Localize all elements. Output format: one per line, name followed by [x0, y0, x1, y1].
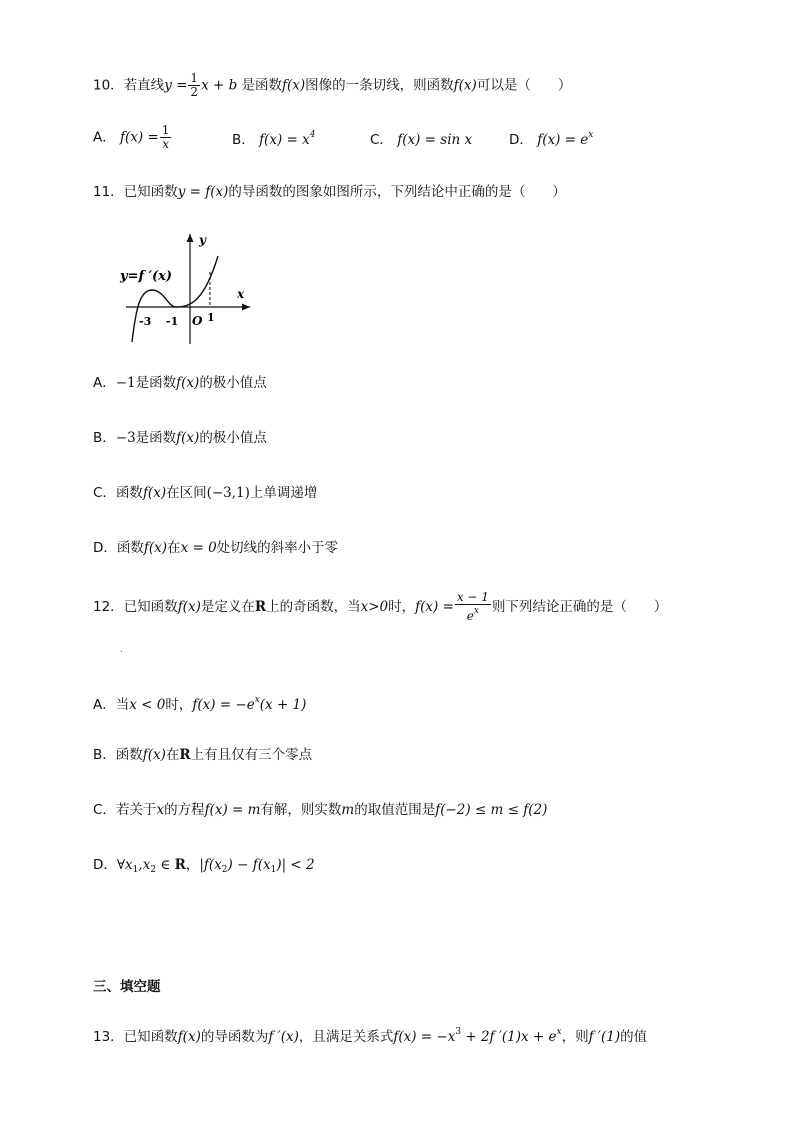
- q10-option-b: B． $f(x) = x^4$: [232, 130, 316, 148]
- q11-option-d: D．函数f(x)在x = 0处切线的斜率小于零: [93, 540, 339, 556]
- q12-option-d: D．$\forall x_1,x_2$ ∈ R，$|f(x_2) - f(x_1)| < 2$: [93, 857, 315, 875]
- y-axis-arrow: [187, 234, 194, 242]
- origin-label: O: [192, 314, 203, 328]
- q11-stem: 11．已知函数y = f(x)的导函数的图象如图所示，下列结论中正确的是（ ）: [93, 184, 566, 200]
- tick-neg1: -1: [166, 315, 179, 328]
- q12-option-c: C．若关于x的方程f(x) = m有解，则实数m的取值范围是f(−2) ≤ m ≤ f(2): [93, 802, 548, 818]
- derivative-graph: [118, 228, 258, 348]
- tick-1: 1: [207, 311, 215, 324]
- q12-option-a: A．当x < 0时，$f(x) = -e^x(x + 1)$: [93, 695, 307, 713]
- q10-fraction: $\frac{1}{2}$: [190, 71, 199, 99]
- q11-option-c: C．函数f(x)在区间(−3,1)上单调递增: [93, 485, 318, 501]
- q12-option-b: B．函数f(x)在R上有且仅有三个零点: [93, 747, 313, 763]
- q10-option-c: C． f(x) = sin x: [370, 132, 473, 148]
- q10-stem: 10．若直线y = $\frac{1}{2}$ x + b 是函数f(x)图像的一条切线，则函数f(x)可以是（ ）: [93, 71, 572, 99]
- section-heading: 三、填空题: [93, 979, 161, 995]
- q11-option-b: B．−3是函数f(x)的极小值点: [93, 430, 267, 446]
- curve-label: y=f ′(x): [120, 269, 173, 284]
- stray-dot: .: [120, 645, 123, 654]
- x-axis-label: x: [237, 287, 245, 301]
- x-axis-arrow: [242, 304, 250, 311]
- q13-stem: 13．已知函数f(x)的导函数为f ′(x)，且满足关系式$f(x) = -x^3 + 2f$ $'(1)x + e^x$，则f ′(1)的值: [93, 1027, 648, 1045]
- q12-stem: 12．已知函数f(x)是定义在R上的奇函数，当x>0时，f(x) = $\frac{x - 1}{e^x}$ 则下列结论正确的是（ ）: [93, 590, 668, 623]
- y-axis-label: y: [199, 233, 206, 247]
- q10-option-a: A． f(x) = $\frac{1}{x}$: [93, 123, 170, 151]
- q10-option-d: D． $f(x) = e^x$: [509, 130, 594, 148]
- q12-fraction: $\frac{x - 1}{e^x}$: [456, 590, 489, 623]
- q11-option-a: A．−1是函数f(x)的极小值点: [93, 375, 267, 391]
- tick-neg3: -3: [139, 315, 152, 328]
